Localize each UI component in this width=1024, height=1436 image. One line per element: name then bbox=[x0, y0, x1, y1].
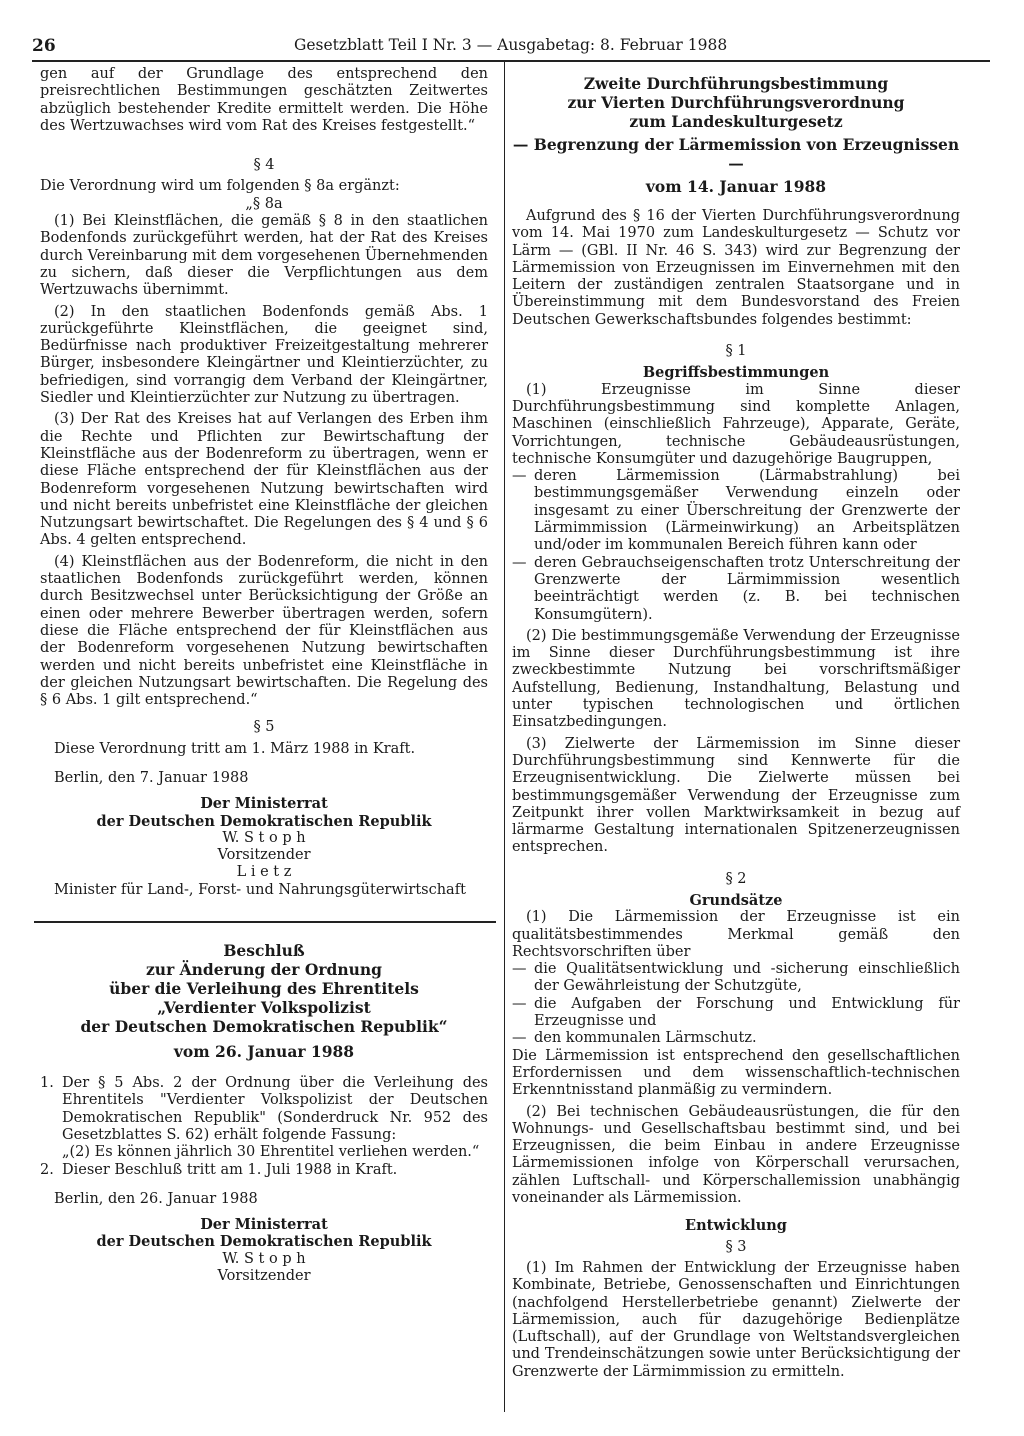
section-1-paragraph-2: (2) Die bestimmungsgemäße Verwendung der Erzeugnisse im Sinne dieser Durchführungsbestimmung ist ihre zweckbestimmte Nutzung bei vorschriftsmäßiger Aufstellung, Bedienung, Instandhaltung, Belastung und unter typischen technologischen und örtlichen Einsatzbedingungen. bbox=[512, 627, 960, 731]
section-3-paragraph-1: (1) Im Rahmen der Entwicklung der Erzeugnisse haben Kombinate, Betriebe, Genossenschaften und Einrichtungen (nachfolgend Herstellerbetriebe genannt) Zielwerte der Lärmemission, auch für dazugehörige Bedienplätze (Luftschall), auf der Grundlage von Weltstandsvergleichen und Trendeinschätzungen sowie unter Berücksichtigung der Grenzwerte der Lärmimmission zu ermitteln. bbox=[512, 1259, 960, 1380]
item-number: 2. bbox=[40, 1161, 54, 1178]
dash-item-text: deren Lärmemission (Lärmabstrahlung) bei bestimmungsgemäßer Verwendung einzeln oder insgesamt zu einer Überschreitung der Grenzwerte der Lärmimmission (Lärmeinwirkung) an Arbeitsplätzen und/oder im kommunalen Bereich führen kann oder bbox=[534, 468, 960, 554]
section-3-title: § 3 bbox=[725, 1238, 747, 1255]
section-2-title: § 2 bbox=[725, 870, 747, 887]
dash-item bbox=[512, 468, 960, 554]
intro-paragraph: gen auf der Grundlage des entsprechend den preisrechtlichen Bestimmungen geschätzten Zeitwertes abzüglich bestehender Kredite ermittelt werden. Die Höhe des Wertzuwachses wird vom Rat des Kreises festgestellt.“ bbox=[40, 66, 488, 134]
resolution-title-5: der Deutschen Demokratischen Republik“ bbox=[80, 1017, 448, 1037]
signature-role-chairman: Vorsitzender bbox=[217, 847, 311, 864]
resolution-item-1 bbox=[40, 1075, 488, 1161]
resolution-date: vom 26. Januar 1988 bbox=[173, 1042, 355, 1062]
left-column bbox=[40, 66, 488, 1285]
resolution-signature-name: W. S t o p h bbox=[222, 1250, 306, 1267]
ordinance-date: vom 14. Januar 1988 bbox=[645, 177, 827, 196]
section-8a-paragraph-4: (4) Kleinstflächen aus der Bodenreform, die nicht in den staatlichen Bodenfonds zurückgeführt werden, können durch Besitzwechsel unter Berücksichtigung der Größe an einen oder mehrere Bewerber übertragen werden, sofern diese die Fläche entsprechend der für Kleinstflächen aus der Bodenreform vorgesehenen Nutzung bewirtschaften werden und nicht bereits unbefristet eine Kleinstfläche in der gleichen Nutzungsart bewirtschaften. Die Regelung des § 6 Abs. 1 gilt entsprechend.“ bbox=[40, 553, 488, 709]
section-1-heading: Begriffsbestimmungen bbox=[642, 364, 830, 382]
signature-name-stoph: W. S t o p h bbox=[222, 829, 306, 846]
item-text: Dieser Beschluß tritt am 1. Juli 1988 in Kraft. bbox=[62, 1161, 398, 1178]
section-2-paragraph-1b: Die Lärmemission ist entsprechend den gesellschaftlichen Erfordernissen und dem wissenschaftlich-technischen Erkenntnisstand planmäßig zu vermindern. bbox=[512, 1047, 960, 1099]
resolution-place-date: Berlin, den 26. Januar 1988 bbox=[54, 1190, 258, 1207]
development-heading: Entwicklung bbox=[685, 1217, 787, 1235]
item-quote: „(2) Es können jährlich 30 Ehrentitel verliehen werden.“ bbox=[62, 1144, 480, 1161]
signature-republic: der Deutschen Demokratischen Republik bbox=[96, 812, 432, 830]
dash-mark: — bbox=[512, 995, 527, 1012]
resolution-title-2: zur Änderung der Ordnung bbox=[146, 960, 382, 980]
dash-item bbox=[512, 996, 960, 1031]
right-column bbox=[512, 66, 960, 1381]
signature-name-lietz: L i e t z bbox=[236, 864, 292, 881]
section-5-text: Diese Verordnung tritt am 1. März 1988 in Kraft. bbox=[54, 740, 416, 757]
dash-mark: — bbox=[512, 961, 527, 978]
preamble: Aufgrund des § 16 der Vierten Durchführungsverordnung vom 14. Mai 1970 zum Landeskulturgesetz — Schutz vor Lärm — (GBl. II Nr. 46 S. 343) wird zur Begrenzung der Lärmemission von Erzeugnissen im Einvernehmen mit den Leitern der zuständigen zentralen Staatsorgane und in Übereinstimmung mit dem Bundesvorstand des Freien Deutschen Gewerkschaftsbundes folgendes bestimmt: bbox=[512, 208, 960, 328]
section-8a-paragraph-2: (2) In den staatlichen Bodenfonds gemäß Abs. 1 zurückgeführte Kleinstflächen, die geeignet sind, Bedürfnisse nach produktiver Freizeitgestaltung mehrerer Bürger, insbesondere Kleingärtner und Kleintierzüchter, zu befriedigen, sind vorrangig dem Verband der Kleingärtner, Siedler und Kleintierzüchter zur Nutzung zu übertragen. bbox=[40, 303, 488, 407]
section-1-title: § 1 bbox=[725, 343, 747, 360]
signature-role-minister: Minister für Land-, Forst- und Nahrungsgüterwirtschaft bbox=[54, 881, 466, 898]
resolution-title-3: über die Verleihung des Ehrentitels bbox=[109, 979, 419, 999]
dash-item-text: deren Gebrauchseigenschaften trotz Unterschreitung der Grenzwerte der Lärmimmission wesentlich beeinträchtigt werden (z. B. bei technischen Konsumgütern). bbox=[534, 554, 960, 623]
dash-mark: — bbox=[512, 468, 527, 485]
section-2-paragraph-2: (2) Bei technischen Gebäudeausrüstungen, die für den Wohnungs- und Gesellschaftsbau bestimmt sind, und bei Erzeugnissen, die beim Einbau in andere Erzeugnisse Lärmemissionen infolge von Körperschall verursachen, zählen Luftschall- und Körperschallemission unabhängig voneinander als Lärmemission. bbox=[512, 1103, 960, 1207]
dash-item bbox=[512, 1030, 960, 1047]
section-8a-paragraph-1: (1) Bei Kleinstflächen, die gemäß § 8 in den staatlichen Bodenfonds zurückgeführt werden, hat der Rat des Kreises durch Vereinbarung mit dem vorgesehenen Übernehmenden zu sichern, daß dieser die Verpflichtungen aus dem Wertzuwachs übernimmt. bbox=[40, 213, 488, 299]
page-header bbox=[32, 36, 992, 60]
dash-item bbox=[512, 555, 960, 624]
section-8a-paragraph-3: (3) Der Rat des Kreises hat auf Verlangen des Erben ihm die Rechte und Pflichten zur Bewirtschaftung der Kleinstfläche aus der Bodenreform zu übertragen, wenn er diese Fläche entsprechend der für Kleinstflächen aus der Bodenreform vorgesehenen Nutzung bewirtschaften wird und nicht bereits unbefristet eine Kleinstfläche der gleichen Nutzungsart bewirtschaftet. Die Regelungen des § 4 und § 6 Abs. 4 gelten entsprechend. bbox=[40, 411, 488, 549]
ordinance-title-3: zum Landeskulturgesetz bbox=[629, 112, 843, 131]
section-5-title: § 5 bbox=[253, 719, 275, 736]
resolution-signature-role: Vorsitzender bbox=[217, 1268, 311, 1285]
dash-item-text: den kommunalen Lärmschutz. bbox=[534, 1030, 757, 1047]
section-8a-title: „§ 8a bbox=[245, 195, 283, 212]
dash-mark: — bbox=[512, 1030, 527, 1047]
section-2-heading: Grundsätze bbox=[689, 891, 783, 909]
section-4-text: Die Verordnung wird um folgenden § 8a ergänzt: bbox=[40, 178, 400, 195]
resolution-signature-republic: der Deutschen Demokratischen Republik bbox=[96, 1233, 432, 1251]
item-text: Der § 5 Abs. 2 der Ordnung über die Verleihung des Ehrentitels "Verdienter Volkspolizist der Deutschen Demokratischen Republik" (Sonderdruck Nr. 952 des Gesetzblattes S. 62) erhält folgende Fassung: bbox=[62, 1075, 488, 1143]
section-1-paragraph-3: (3) Zielwerte der Lärmemission im Sinne dieser Durchführungsbestimmung sind Kennwerte für die Erzeugnisentwicklung. Die Zielwerte müssen bei bestimmungsgemäßer Verwendung der Erzeugnisse zum Zeitpunkt ihrer vollen Marktwirksamkeit in bezug auf lärmarme Gestaltung internationalen Spitzenerzeugnissen entsprechen. bbox=[512, 735, 960, 856]
section-2-paragraph-1: (1) Die Lärmemission der Erzeugnisse ist ein qualitätsbestimmendes Merkmal gemäß den Rechtsvorschriften über bbox=[512, 909, 960, 960]
resolution-title-4: „Verdienter Volkspolizist bbox=[157, 998, 371, 1018]
dash-item-text: die Qualitätsentwicklung und -sicherung einschließlich der Gewährleistung der Schutzgüte, bbox=[534, 961, 960, 995]
ordinance-title-2: zur Vierten Durchführungsverordnung bbox=[567, 93, 905, 112]
dash-item-text: die Aufgaben der Forschung und Entwicklung für Erzeugnisse und bbox=[534, 995, 960, 1030]
resolution-signature-council: Der Ministerrat bbox=[200, 1216, 328, 1234]
item-number: 1. bbox=[40, 1075, 54, 1092]
resolution-title-1: Beschluß bbox=[223, 941, 305, 961]
dash-mark: — bbox=[512, 554, 527, 571]
section-1-paragraph-1: (1) Erzeugnisse im Sinne dieser Durchführungsbestimmung sind komplette Anlagen, Maschinen (einschließlich Fahrzeuge), Apparate, Geräte, Vorrichtungen, technische Gebäudeausrüstungen, technische Konsumgüter und dazugehörige Baugruppen, bbox=[512, 381, 960, 467]
ordinance-title-1: Zweite Durchführungsbestimmung bbox=[583, 74, 889, 93]
header-title: Gesetzblatt Teil I Nr. 3 — Ausgabetag: 8. Februar 1988 bbox=[294, 36, 728, 54]
section-4-title: § 4 bbox=[253, 157, 275, 174]
ordinance-subtitle: — Begrenzung der Lärmemission von Erzeugnissen — bbox=[512, 135, 960, 173]
resolution-item-2 bbox=[40, 1162, 488, 1179]
column-divider bbox=[504, 62, 505, 1412]
signature-council: Der Ministerrat bbox=[200, 795, 328, 813]
dash-item bbox=[512, 961, 960, 996]
page-number: 26 bbox=[32, 36, 56, 56]
header-rule bbox=[32, 60, 990, 62]
place-date: Berlin, den 7. Januar 1988 bbox=[54, 769, 249, 786]
